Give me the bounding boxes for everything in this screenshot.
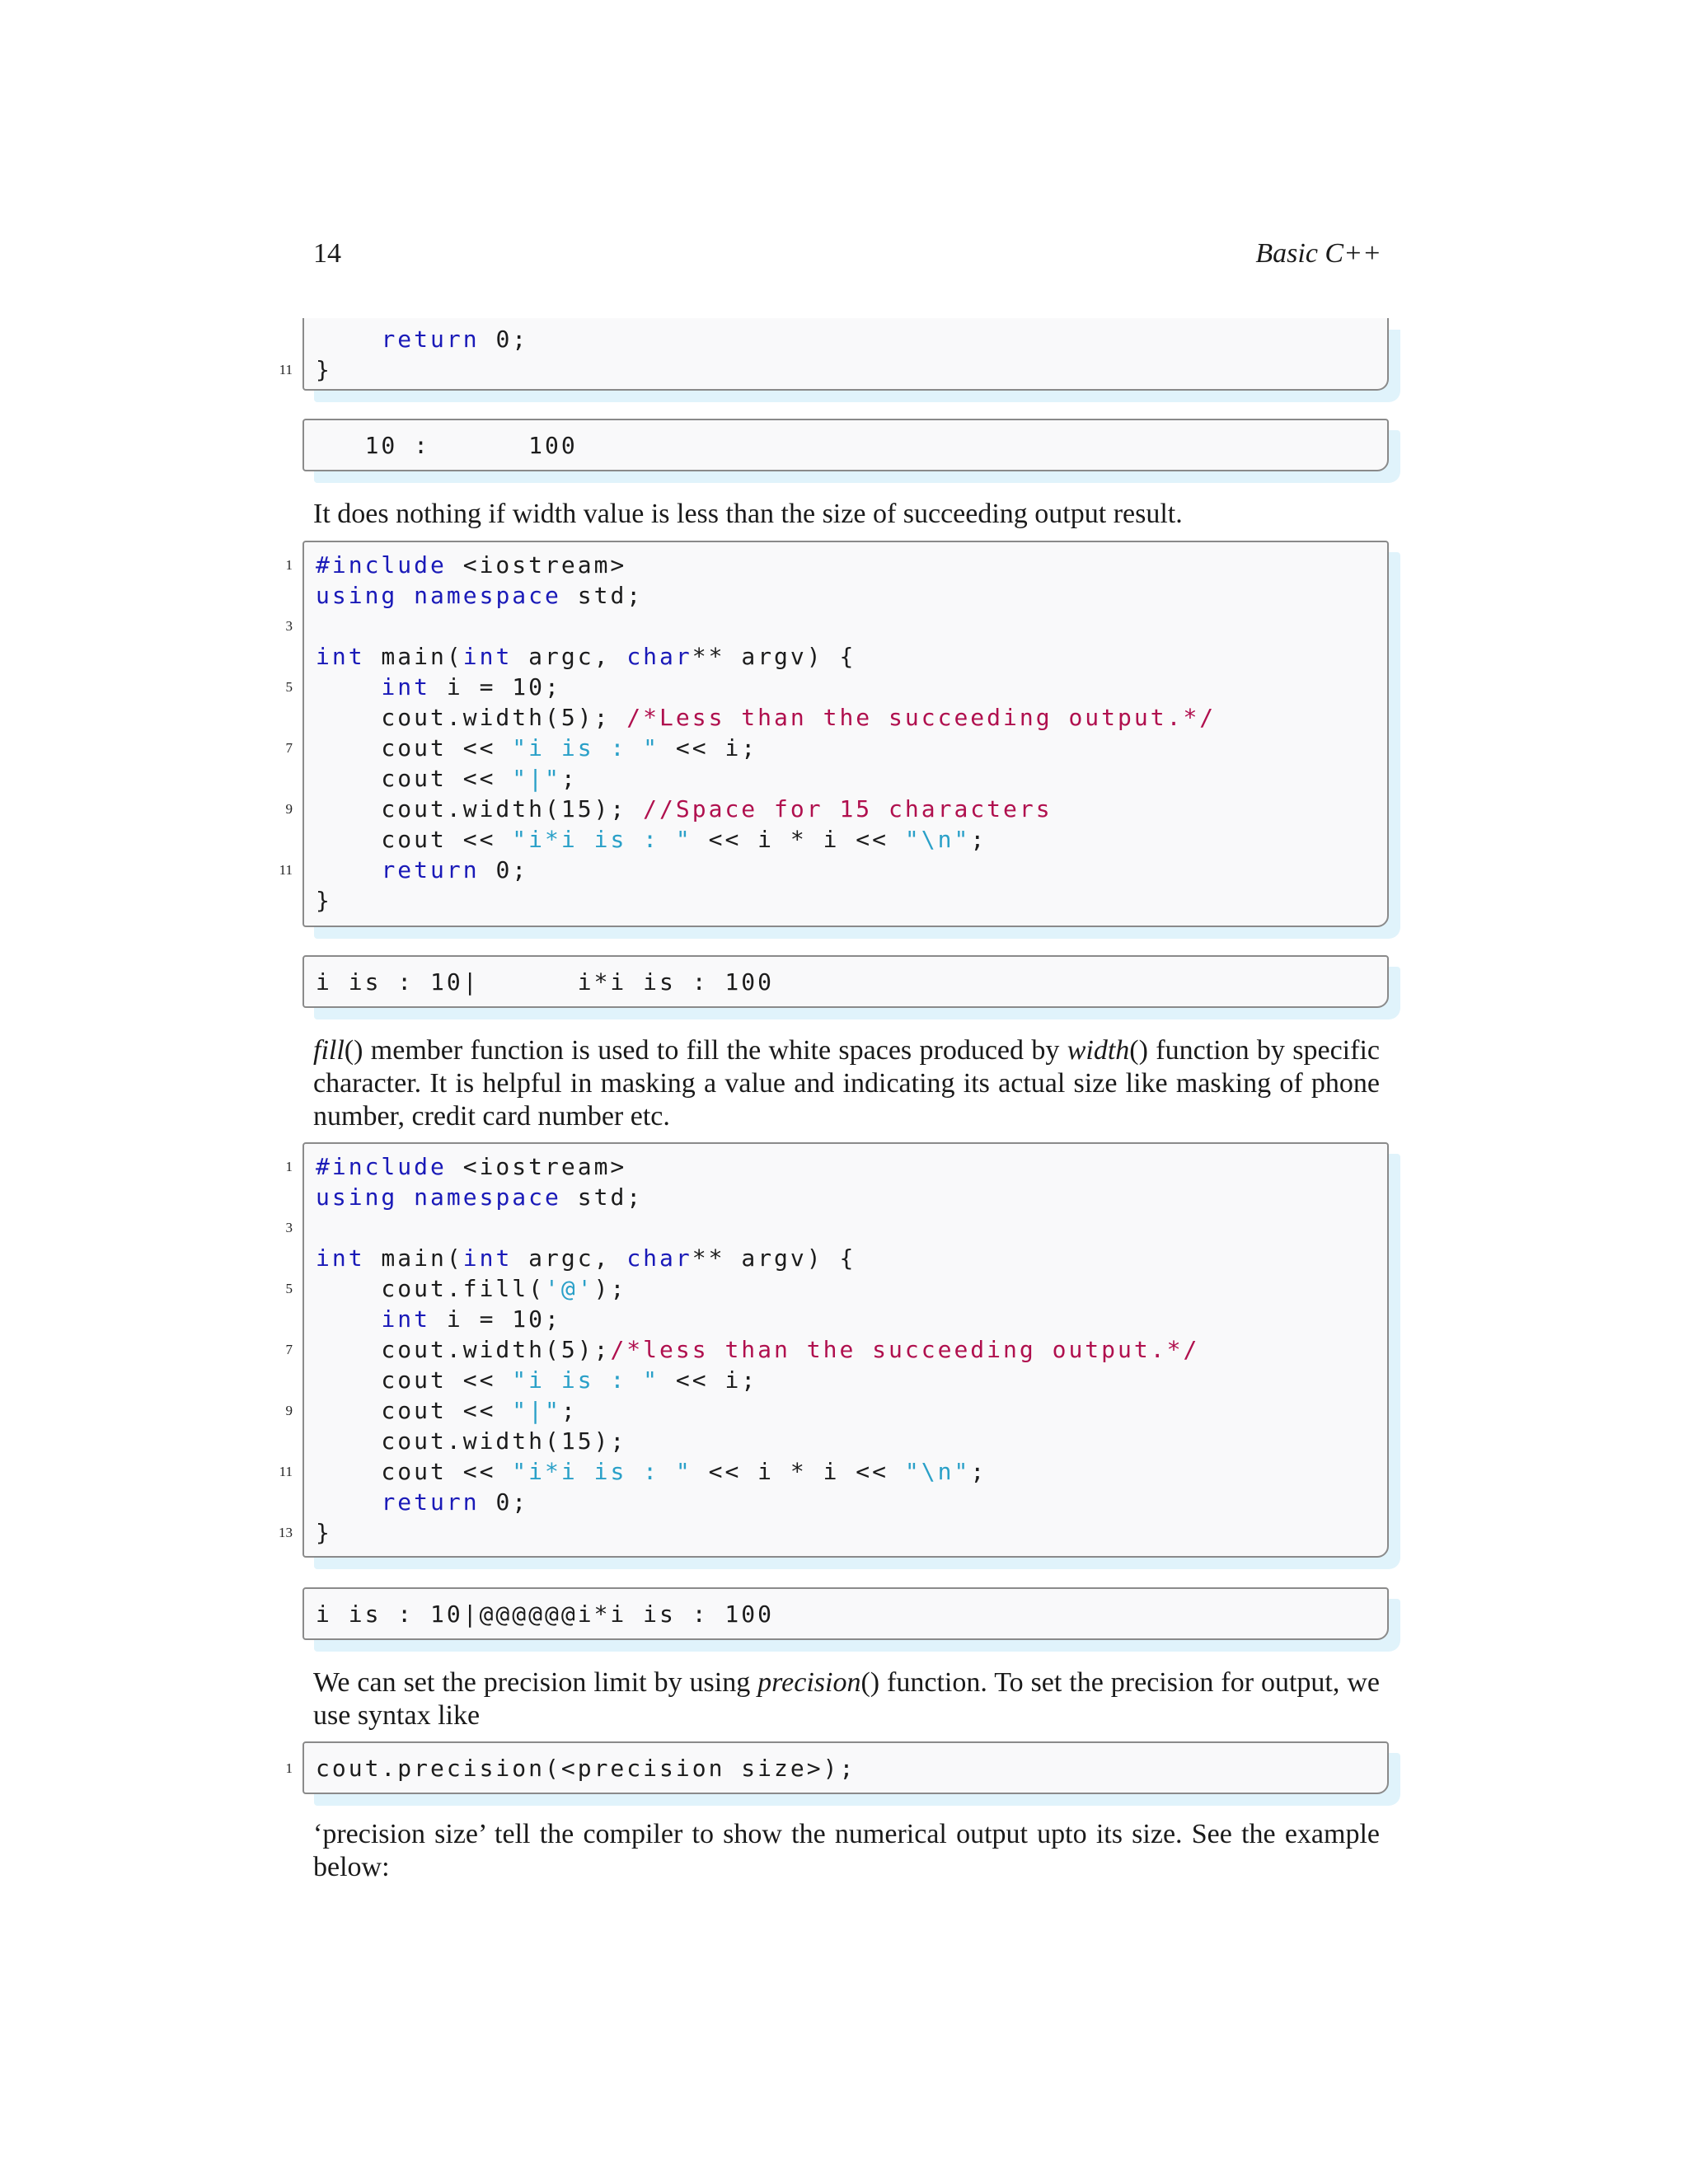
line-number: 11 xyxy=(279,1464,293,1479)
line-number: 13 xyxy=(279,1525,293,1540)
paragraph-text: () member function is used to fill the white spaces produced by xyxy=(344,1035,1067,1066)
code-text: std; xyxy=(560,582,644,609)
code-keyword: return xyxy=(381,326,480,353)
code-line xyxy=(304,1426,1387,1456)
code-text: << i * i << xyxy=(692,826,905,853)
code-text: <iostream> xyxy=(446,551,627,579)
code-text xyxy=(316,1488,381,1516)
code-keyword: namespace xyxy=(414,582,561,609)
line-number: 1 xyxy=(285,1159,293,1174)
paragraph-text: () function by specific character. It is helpful in masking a value and indicating its actual size like masking of phone number, credit card number etc. xyxy=(313,1035,1380,1132)
line-number: 9 xyxy=(285,801,293,817)
line-number: 1 xyxy=(285,1760,293,1776)
code-line xyxy=(285,1395,1387,1426)
line-number: 1 xyxy=(285,557,293,573)
code-line xyxy=(304,1487,1387,1517)
code-text: << i; xyxy=(659,734,758,762)
code-line xyxy=(279,855,1387,885)
running-title: Basic C++ xyxy=(1255,238,1381,269)
function-name-precision: precision xyxy=(757,1667,861,1698)
code-text: ; xyxy=(970,826,987,853)
code-line xyxy=(304,1243,1387,1273)
code-keyword: #include xyxy=(316,1153,447,1180)
function-name-fill: fill xyxy=(313,1035,345,1066)
code-text: cout << xyxy=(316,765,513,792)
code-string: "i*i is : " xyxy=(512,826,692,853)
code-text: main( xyxy=(364,1244,463,1272)
code-keyword: int xyxy=(381,673,431,701)
paragraph-precision-intro xyxy=(313,1666,1380,1732)
code-line xyxy=(304,1182,1387,1212)
code-text: i = 10; xyxy=(430,673,561,701)
program-output-box xyxy=(302,1587,1389,1640)
code-text: cout << xyxy=(316,1366,513,1394)
page-number: 14 xyxy=(313,238,341,269)
code-keyword: char xyxy=(626,1244,692,1272)
code-line xyxy=(279,354,1387,385)
code-line xyxy=(304,324,1387,354)
code-text: argc, xyxy=(512,643,627,670)
code-text: ** argv) { xyxy=(692,643,856,670)
line-number: 3 xyxy=(285,1220,293,1235)
code-text: main( xyxy=(364,643,463,670)
line-number: 7 xyxy=(285,1342,293,1357)
code-text xyxy=(316,673,381,701)
code-text: } xyxy=(316,356,332,383)
code-text: cout << xyxy=(316,1397,513,1424)
line-number: 11 xyxy=(279,862,293,878)
code-text: i = 10; xyxy=(430,1305,561,1333)
code-keyword: return xyxy=(381,1488,480,1516)
paragraph-precision-size: ‘precision size’ tell the compiler to show the numerical output upto its size. See the example below: xyxy=(313,1819,1380,1882)
function-name-width: width xyxy=(1067,1035,1130,1066)
code-string: "i is : " xyxy=(512,1366,660,1394)
code-keyword: int xyxy=(462,643,513,670)
code-string: '@' xyxy=(545,1275,594,1302)
code-text: cout.width(15); xyxy=(316,1427,627,1455)
program-output-box xyxy=(302,955,1389,1008)
code-text: << i * i << xyxy=(692,1458,905,1485)
code-line xyxy=(285,1273,1387,1304)
code-text xyxy=(397,1183,414,1211)
paragraph-text: () function. To set the precision for output, we use syntax like xyxy=(313,1667,1380,1731)
code-keyword: int xyxy=(316,643,365,670)
code-text: } xyxy=(316,887,332,914)
line-number: 11 xyxy=(279,362,293,377)
code-line xyxy=(304,580,1387,611)
code-text: 0; xyxy=(479,856,529,883)
code-line xyxy=(304,430,1387,461)
code-keyword: using xyxy=(316,1183,398,1211)
code-line xyxy=(285,1212,1387,1243)
line-number: 5 xyxy=(285,1281,293,1296)
code-text: <iostream> xyxy=(446,1153,627,1180)
code-line xyxy=(285,794,1387,824)
code-text: cout << xyxy=(316,734,513,762)
code-string: "\n" xyxy=(904,1458,971,1485)
code-line xyxy=(304,763,1387,794)
code-keyword: char xyxy=(626,643,692,670)
code-text: ; xyxy=(560,1397,578,1424)
code-line xyxy=(304,1304,1387,1334)
code-line xyxy=(285,1334,1387,1365)
code-line xyxy=(285,672,1387,702)
paragraph-width-note: It does nothing if width value is less than the size of succeeding output result. xyxy=(313,499,1183,529)
code-string: "i*i is : " xyxy=(512,1458,692,1485)
code-line xyxy=(279,1517,1387,1548)
code-line xyxy=(285,1753,1387,1783)
code-text: cout.width(5); xyxy=(316,1336,611,1363)
code-line xyxy=(285,611,1387,641)
code-text: cout.fill( xyxy=(316,1275,546,1302)
code-comment: //Space for 15 characters xyxy=(643,795,1053,823)
code-text: 10 : 100 xyxy=(316,432,578,459)
code-text: cout.width(5); xyxy=(316,704,627,731)
code-text: i is : 10|@@@@@@i*i is : 100 xyxy=(316,1601,775,1628)
code-line xyxy=(285,550,1387,580)
code-line xyxy=(304,702,1387,733)
code-comment: /*less than the succeeding output.*/ xyxy=(610,1336,1200,1363)
code-line xyxy=(285,1151,1387,1182)
code-string: "|" xyxy=(512,765,561,792)
code-comment: /*Less than the succeeding output.*/ xyxy=(626,704,1217,731)
line-number: 9 xyxy=(285,1403,293,1418)
code-text xyxy=(316,326,381,353)
code-keyword: #include xyxy=(316,551,447,579)
code-text xyxy=(316,856,381,883)
code-text: std; xyxy=(560,1183,644,1211)
code-keyword: int xyxy=(316,1244,365,1272)
code-line xyxy=(304,641,1387,672)
code-text: cout << xyxy=(316,1458,513,1485)
code-keyword: using xyxy=(316,582,398,609)
code-line xyxy=(279,1456,1387,1487)
code-text: ); xyxy=(593,1275,627,1302)
code-text: } xyxy=(316,1519,332,1546)
code-listing-precision-syntax xyxy=(285,1741,1389,1794)
code-text: ; xyxy=(970,1458,987,1485)
code-text: cout << xyxy=(316,826,513,853)
code-keyword: return xyxy=(381,856,480,883)
code-keyword: int xyxy=(462,1244,513,1272)
code-text: << i; xyxy=(659,1366,758,1394)
code-line xyxy=(304,967,1387,997)
code-text: i is : 10| i*i is : 100 xyxy=(316,968,775,996)
code-line xyxy=(285,733,1387,763)
code-line xyxy=(304,824,1387,855)
code-keyword: int xyxy=(381,1305,431,1333)
code-text xyxy=(397,582,414,609)
code-text: argc, xyxy=(512,1244,627,1272)
code-string: "|" xyxy=(512,1397,561,1424)
paragraph-fill-description xyxy=(313,1034,1380,1133)
program-output-box xyxy=(302,419,1389,471)
code-keyword: namespace xyxy=(414,1183,561,1211)
code-text: cout.precision(<precision size>); xyxy=(316,1755,856,1782)
code-listing-continued xyxy=(279,318,1389,391)
code-line xyxy=(304,885,1387,916)
code-text xyxy=(316,1305,381,1333)
code-listing-width-example xyxy=(279,541,1389,927)
line-number: 7 xyxy=(285,740,293,756)
code-text: 0; xyxy=(479,326,529,353)
code-text: cout.width(15); xyxy=(316,795,644,823)
code-text: ; xyxy=(560,765,578,792)
code-text: ** argv) { xyxy=(692,1244,856,1272)
code-text: 0; xyxy=(479,1488,529,1516)
code-string: "\n" xyxy=(904,826,971,853)
code-string: "i is : " xyxy=(512,734,660,762)
line-number: 5 xyxy=(285,679,293,695)
line-number: 3 xyxy=(285,618,293,634)
code-listing-fill-example xyxy=(279,1142,1389,1558)
code-line xyxy=(304,1599,1387,1629)
code-line xyxy=(304,1365,1387,1395)
paragraph-text: We can set the precision limit by using xyxy=(313,1667,758,1698)
